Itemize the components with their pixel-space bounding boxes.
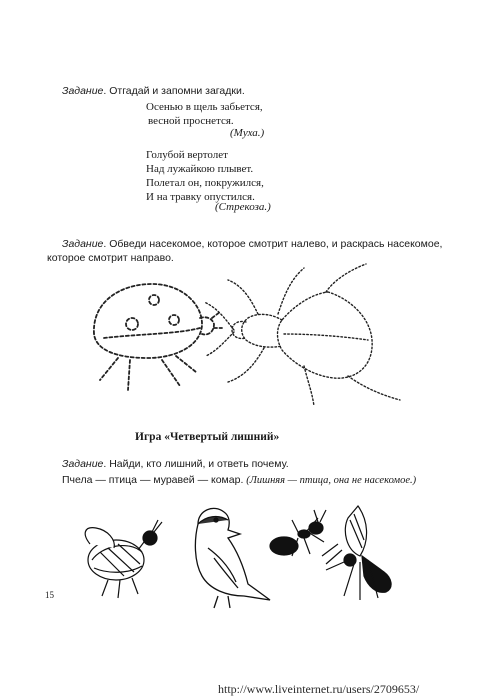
- page-number: 15: [45, 590, 54, 600]
- task-text: . Отгадай и запомни загадки.: [103, 85, 245, 97]
- riddle-fly: [146, 100, 263, 128]
- riddle-answer: (Муха.): [230, 127, 265, 139]
- dotted-insects-illustration: [78, 262, 418, 412]
- trace-task-continued: которое смотрит направо.: [47, 252, 174, 264]
- dotted-beetle: [204, 264, 400, 406]
- riddles-task: [62, 85, 245, 98]
- bee-drawing: [85, 520, 162, 598]
- riddle-line: весной проснется.: [148, 115, 234, 127]
- riddle-line: Осенью в щель забьется,: [146, 101, 263, 113]
- riddle-dragonfly: [146, 148, 264, 204]
- dotted-ladybug: [94, 284, 222, 390]
- riddle-line: Над лужайкою плывет.: [146, 163, 254, 175]
- task-label: Задание: [62, 85, 104, 97]
- task-text: . Найди, кто лишний, и ответь почему.: [103, 458, 289, 470]
- riddle-answer: (Стрекоза.): [215, 201, 271, 213]
- game-sequence-line: [62, 474, 416, 486]
- mosquito-drawing: [322, 506, 391, 600]
- game-answer: (Лишняя — птица, она не насекомое.): [246, 475, 417, 486]
- watermark-url: http://www.liveinternet.ru/users/2709653/: [218, 682, 420, 696]
- task-label: Задание: [62, 238, 104, 250]
- bird-drawing: [195, 508, 270, 608]
- riddle-line: Полетал он, покружился,: [146, 177, 264, 189]
- game-task: [62, 458, 289, 471]
- task-label: Задание: [62, 458, 104, 470]
- riddle-line: Голубой вертолет: [146, 149, 228, 161]
- riddle-line: И на травку опустился.: [146, 191, 255, 203]
- four-creatures-illustration: [78, 500, 398, 610]
- trace-task: [62, 238, 442, 251]
- game-sequence: Пчела — птица — муравей — комар.: [62, 474, 244, 486]
- ant-drawing: [270, 510, 326, 556]
- task-text: . Обведи насекомое, которое смотрит налево, и раскрась насекомое,: [103, 238, 443, 250]
- game-title: Игра «Четвертый лишний»: [135, 431, 280, 443]
